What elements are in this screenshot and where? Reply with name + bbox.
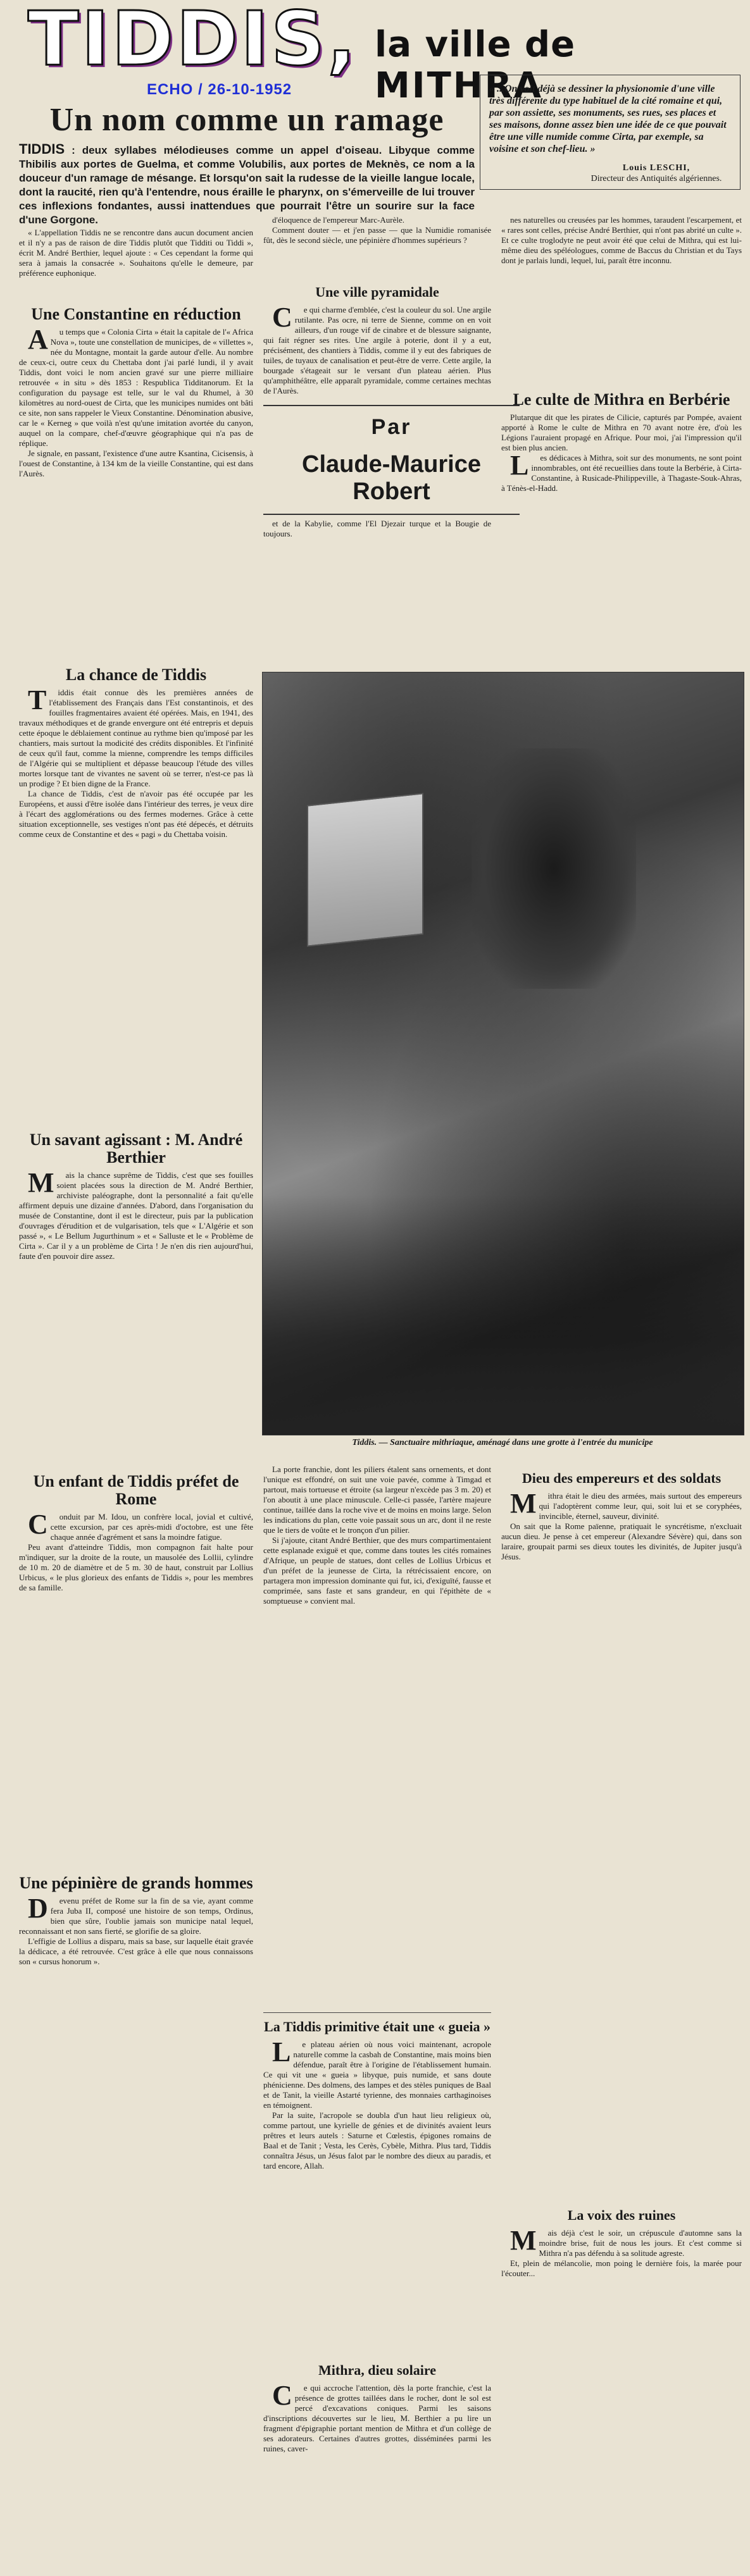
section-berthier: [19, 1126, 253, 1458]
paragraph: Au temps que « Colonia Cirta » était la capitale de l'« Africa Nova », toute une constellation de municipes, de « villettes », née du Montagne, montait la garde autour d'elle. Au nombre de ceux-ci, outre ceux du Chettaba dont j'ai parlé lundi, il y avait Tiddis, dont voici le nom ancien gravé sur une pierre milliaire retrouvée « in situ » dès 1853 : Respublica Tidditanorum. Et la configuration du paysage est telle, sur le val du Rhumel, à 30 kilomètres au nord-ouest de Cirta, que les municipes numides ont bâti ce site, non sans rappeler le Vieux Constantine. Dénomination abusive, car le « Kerneg » que voilà n'est qu'une imitation avortée du canyon, auquel on la compare, chef-d'œuvre géographique qui n'a pas de réplique.: [19, 324, 253, 448]
intro-text: : deux syllabes mélodieuses comme un appel d'oiseau. Libyque comme Thibilis aux portes de Guelma, et comme Volubilis, aux portes de Meknès, ce nom a la douceur d'un ramage de mésange. Et lorsqu'on sait la rudesse de la vieille langue locale, dont la raucité, rien qu'à l'entendre, nous éraille le pharynx, on s'émerveille de lui trouver ces inflexions fondantes, aussi inattendues que pourrait l'être un sourire sur la face d'une Gorgone.: [19, 144, 475, 226]
paragraph: Mais déjà c'est le soir, un crépuscule d'automne sans la moindre brise, fuit de nous les jours. Et c'est comme si Mithra n'a pas défendu à sa solitude agreste.: [510, 2225, 742, 2258]
paragraph: d'éloquence de l'empereur Marc-Aurèle.: [272, 215, 404, 225]
section-heading: Le culte de Mithra en Berbérie: [513, 390, 730, 409]
masthead-subtitle-prefix: la ville de: [375, 24, 576, 65]
paragraph: Peu avant d'atteindre Tiddis, mon compagnon fait halte pour m'indiquer, sur la droite de la route, un mausolée des Lollii, cylindre de 10 m. 20 de diamètre et de 5 m. 30 de haut, construit par Lollius Urbicus, « le plus glorieux des enfants de Tiddis », pour les membres de sa famille.: [19, 1542, 253, 1592]
section-heading: Un enfant de Tiddis préfet de Rome: [33, 1472, 239, 1508]
paragraph: nes naturelles ou creusées par les hommes, taraudent l'escarpement, et « rares sont celles, précise André Berthier, qui n'ont pas abrité un culte ». Et ce culte troglodyte ne peut avoir été que celui de Mithra, qui est lui-même dieu des spéléologues, comme de Baccus du Christian et du Tays dont je parlais lundi, lequel, lui, paraît être inconnu.: [501, 215, 742, 265]
section-city: [263, 1464, 491, 2002]
intro-paragraph: [19, 142, 475, 227]
paragraph: Si j'ajoute, citant André Berthier, que des murs compartimentaient cette esplanade exiguë et que, comme dans toutes les cités romaines d'Afrique, un peuple de statues, dont celles de Lollius Urbicus et d'un préfet de la jeunesse de Cirta, la rétrécissaient encore, on partagera mon impression dominante qui fut, ici, d'exiguïté, fausse et comprimée, sans faste et sans grandeur, en qui l'épithète de « somptueuse » convient mal.: [263, 1535, 491, 1606]
paragraph: Mithra était le dieu des armées, mais surtout des empereurs qui l'adoptèrent comme leur, qui, soit lui et se coryphées, invincible, éternel, sauveur, divinité.: [510, 1488, 742, 1521]
section-solaire: [263, 2356, 491, 2565]
section-mithra: [501, 386, 742, 664]
intro-first-word: TIDDIS: [19, 141, 65, 157]
paragraph: Tiddis était connue dès les premières années de l'établissement des Français dans l'Est constantinois, et des fouilles fragmentaires avaient été opérées. Mais, en 1941, des travaux méthodiques et de grande envergure ont été entrepris et depuis cette époque le déblaiement continue au rythme bien qu'imposé par les chantiers, mais surtout la modicité des crédits disponibles. Et l'infinité de ceux qu'il faut, comme la mienne, comprendre les temps difficiles de l'Algérie qui se multiplient et dépasse beaucoup l'étude des villes mortes lorsque tant de vivantes ne savent où se terrer, n'est-ce pas là un prodige ? Et bien digne de la France.: [19, 684, 253, 788]
photo-cave-niche: [472, 748, 636, 989]
section-gueia: [263, 2009, 491, 2350]
paragraph: Plutarque dit que les pirates de Cilicie, capturés par Pompée, avaient apporté à Rome le culte de Mithra en 70 avant notre ère, d'où les Légions l'auraient propagé en Afrique. Pour moi, j'ai l'impression qu'il est bien plus ancien.: [501, 412, 742, 452]
section-chance: [19, 661, 253, 1107]
quote-signature: [580, 163, 732, 184]
paragraph: Mais la chance suprême de Tiddis, c'est que ses fouilles soient placées sous la direction de M. André Berthier, archiviste paléographe, dont la personnalité a fait qu'elle affirment depuis une dizaine d'années. D'abord, dans l'organisation du musée de Constantine, dont il est le directeur, puis par la publication d'ouvrages d'érudition et de vulgarisation, tels que « L'Algérie et son passé », « Le Bellum Jugurthinum » et « Salluste et le « Problème de Cirta ». Car il y a un problème de Cirta ! Je n'en dis rien aujourd'hui, faute d'en pouvoir dire assez.: [19, 1167, 253, 1261]
column-3-top: [501, 215, 742, 380]
paragraph: On sait que la Rome païenne, pratiquait le syncrétisme, n'excluait aucun dieu. Je pense à cet empereur (Alexandre Sévère) qui, dans son laraire, groupait parmi ses dieux toutes les divinités, de Jupiter jusqu'à Jésus.: [501, 1521, 742, 1561]
section-heading: La Tiddis primitive était une « gueia »: [264, 2019, 491, 2034]
paragraph: Et, plein de mélancolie, mon poing le dernière fois, la marée pour l'écouter...: [501, 2258, 742, 2278]
section-heading: La chance de Tiddis: [65, 666, 207, 684]
paragraph: Ce qui charme d'emblée, c'est la couleur du sol. Une argile rutilante. Pas ocre, ni terre de Sienne, comme on en voit ailleurs, d'un rouge vif de cinabre et de blessure saignante, qui fait régner ses rites. Une argile à poterie, dont il y a eut, précisément, des chantiers à Tiddis, comme il y eut des fabriques de tuiles, de tuyaux de canalisation et peut-être de verre. Cette argile, la bourgade s'étageait sur le versant d'un plateau aérien. Plus qu'amphithéâtre, elle apparaît pyramidale, comme certaines mechtas de l'Aurès.: [263, 302, 491, 395]
section-empereurs: [501, 1464, 742, 2192]
section-lollius: [19, 1468, 253, 1860]
source-date-stamp: ECHO / 26-10-1952: [147, 81, 292, 98]
section-heading: Une pépinière de grands hommes: [19, 1874, 253, 1892]
quote-text: « ...On voit déjà se dessiner la physionomie d'une ville très différente du type habituel de la cité romaine et qui, par son assiette, ses monuments, ses rues, ses places et ses maisons, donne assez bien une idée de ce que pouvait être une ville numide comme Cirta, par exemple, sa voisine et son chef-lieu. »: [489, 84, 727, 154]
quote-author-role: Directeur des Antiquités algériennes.: [591, 174, 722, 183]
masthead-title: TIDDIS,: [28, 0, 359, 82]
section-heading: Un savant agissant : M. André Berthier: [29, 1130, 243, 1167]
section-heading: Une Constantine en réduction: [31, 305, 241, 323]
paragraph: « L'appellation Tiddis ne se rencontre dans aucun document ancien et il n'y a pas de raison de dire Tiddis plutôt que Tidditi ou Tiddi », écrit M. André Berthier, lequel ajoute : « Ces cependant la forme qui sera à jamais la consacrée ». Souhaitons qu'elle le demeure, par préférence euphonique.: [19, 228, 253, 278]
column-2-top: [263, 215, 491, 272]
cave-sanctuary-photo: [262, 672, 744, 1435]
byline-author: Claude-Maurice Robert: [302, 451, 481, 505]
byline-par: Par: [371, 415, 412, 439]
paragraph: La chance de Tiddis, c'est de n'avoir pas été occupée par les Européens, et aussi d'être isolée dans l'intérieur des terres, je veux dire à l'écart des agglomérations ou des fermes modernes. Grâce à cette situation exceptionnelle, ses vestiges n'ont pas été dépecés, et détruits comme ceux de Constantine et des « pagi » du Chettaba voisin.: [19, 789, 253, 839]
section-pepiniere: [19, 1869, 253, 2565]
section-pyramidale: [263, 278, 491, 402]
section-heading: Dieu des empereurs et des soldats: [522, 1470, 722, 1486]
byline: [263, 405, 520, 515]
section-heading: La voix des ruines: [567, 2207, 676, 2223]
paragraph: Par la suite, l'acropole se doubla d'un haut lieu religieux où, comme partout, une kyrielle de génies et de divinités avaient leurs prêtres et leurs autels : Saturne et Cœlestis, épigones romains de Baal et de Tanit ; Vesta, les Cerès, Cybèle, Mithra. Plus tard, Tiddis connaîtra Jésus, un Jésus falot par le nombre des dieux au paradis, et tard encore, Allah.: [263, 2110, 491, 2170]
section-ruines: [501, 2201, 742, 2565]
paragraph: L'effigie de Lollius a disparu, mais sa base, sur laquelle était gravée la dédicace, a été retrouvée. C'est grâce à elle que nous connaissons son « cursus honorum ».: [19, 1936, 253, 1966]
paragraph: Conduit par M. Idou, un confrère local, jovial et cultivé, cette excursion, par ces après-midi d'octobre, est une fête chaque année d'agrément et sans la moindre fatigue.: [28, 1509, 253, 1542]
quote-author: Louis LESCHI,: [622, 163, 691, 173]
section-heading: Une ville pyramidale: [315, 284, 439, 300]
photo-stone-slab: [307, 793, 423, 946]
paragraph: Les dédicaces à Mithra, soit sur des monuments, ne sont point innombrables, ont été recueillies dans toute la Berbérie, à Cirta-Constantine, à Rusicade-Philippeville, à Thagaste-Souk-Ahras, à Ténès-el-Hadd.: [501, 450, 742, 493]
paragraph: Je signale, en passant, l'existence d'une autre Ksantina, Cicisensis, à l'ouest de Constantine, à 134 km de la vieille Constantine, qui est dans l'Aurès.: [19, 449, 253, 478]
paragraph: Devenu préfet de Rome sur la fin de sa vie, ayant comme fera Juba II, composé une histoire de son temps, Ordinus, bien que sûre, l'oublie jamais son municipe natal lequel, reconnaissant et non sans fierté, se glorifie de sa gloire.: [19, 1893, 253, 1936]
paragraph: Le plateau aérien où nous voici maintenant, acropole naturelle comme la casbah de Constantine, mais moins bien défendue, paraît être à l'origine de l'établissement humain. Ce qui vit une « gueia » libyque, puis numide, et sans doute phénicienne. Des dolmens, des lampes et des stèles puniques de Baal et de Tanit, la vieille Astarté tyrienne, des monnaies carthaginoises en témoignent.: [263, 2036, 491, 2110]
column-1-top: [19, 228, 253, 297]
section-heading: Mithra, dieu solaire: [318, 2362, 436, 2378]
paragraph: et de la Kabylie, comme l'El Djezair turque et la Bougie de toujours.: [263, 519, 491, 538]
quote-box: [480, 75, 741, 190]
paragraph: Ce qui accroche l'attention, dès la porte franchie, c'est la présence de grottes taillées dans le rocher, dont le sol est percé d'excavations coniques. Parmi les saisons d'inscriptions découvertes sur le lieu, M. Berthier a pu lire un fragment d'épigraphie portant mention de Mithra et d'un collège de ses adorateurs. Certaines d'autres grottes, disséminées parmi les ruines, caver-: [263, 2380, 491, 2453]
section-constantine: [19, 300, 253, 652]
headline: Un nom comme un ramage: [49, 102, 444, 138]
photo-caption: Tiddis. — Sanctuaire mithriaque, aménagé dans une grotte à l'entrée du municipe: [352, 1438, 653, 1447]
masthead-subtitle-name: MITHRA: [375, 65, 544, 106]
paragraph: Comment douter — et j'en passe — que la Numidie romanisée fût, dès le second siècle, une pépinière d'hommes supérieurs ?: [263, 225, 491, 245]
section-rule: [263, 2012, 491, 2013]
photo-rocks: [263, 1194, 744, 1435]
section-pyramidale-cont: [263, 519, 491, 667]
paragraph: La porte franchie, dont les piliers étalent sans ornements, et dont l'unique est effondré, on suit une voie pavée, comme à Timgad et partout, mais tortueuse et étroite (sa largeur n'excède pas 3 m. 20) et l'on aboutit à une place minuscule. Celle-ci passée, l'artère majeure continue, taillée dans la roche vive et de moins en moins large. Selon les indications du plan, cette voie passait sous un arc, dont il ne reste que le tiers de voûte et le tronçon d'un pilier.: [263, 1464, 491, 1535]
